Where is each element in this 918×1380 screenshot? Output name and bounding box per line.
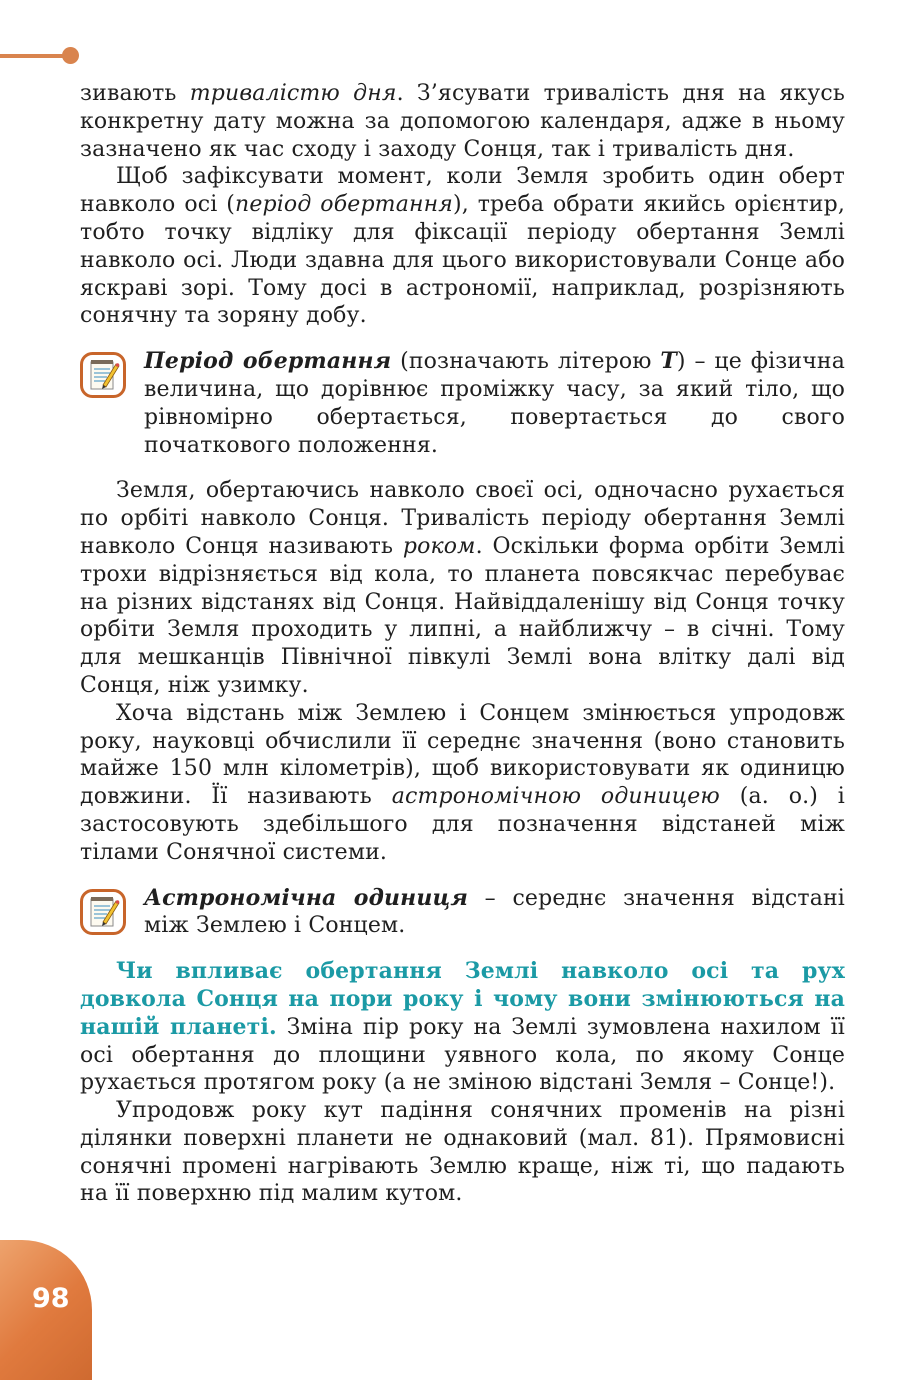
- page-content: [80, 80, 845, 1208]
- text: – середнє значення відстані між Землею і Сонцем.: [144, 885, 845, 939]
- paragraph-rotation-period: [80, 163, 845, 330]
- emphasis-day-length: тривалістю дня: [189, 81, 397, 106]
- paragraph-sun-angle: [80, 1097, 845, 1208]
- term-astronomical-unit: Астрономічна одиниця: [144, 884, 468, 911]
- text: . З’ясувати тривалість дня на якусь конкретну дату можна за допомогою календаря, адже в ньому зазначено як час сходу і заходу Сонця, так і тривалість дня.: [80, 81, 845, 162]
- text: . Оскільки форма орбіти Землі трохи відрізняється від кола, то планета повсякчас перебуває на різних відстанях від Сонця. Найвіддаленішу від Сонця точку орбіти Земля проходить у липні, а найближчу – в січні. Тому для мешканців Північної півкулі Землі вона влітку далі від Сонця, ніж узимку.: [80, 533, 845, 698]
- emphasis-rotation-period: період обертання: [235, 192, 453, 218]
- definition-rotation-period: [80, 348, 845, 459]
- definition-text: [144, 885, 845, 941]
- emphasis-astronomical-unit: астрономічною одиницею: [391, 784, 720, 810]
- text: Щоб зафіксувати момент, коли Земля зробить один оберт навколо осі (: [80, 164, 845, 218]
- text: зивають: [80, 81, 190, 106]
- notepad-pencil-icon: [80, 352, 126, 398]
- text: ), треба обрати якийсь орієнтир, тобто точку відліку для фіксації періоду обертання Землі навколо осі. Люди здавна для цього використовували Сонце або яскраві зорі. Тому досі в астрономії, наприклад, розрізняють сонячну та зоряну добу.: [80, 192, 845, 329]
- text: Зміна пір року на Землі зумовлена нахилом її осі обертання до площини уявного кола, по якому Сонце рухається протягом року (а не зміною відстані Земля – Сонце!).: [80, 1014, 845, 1096]
- header-dot: [62, 47, 79, 64]
- page-number: 98: [32, 1283, 70, 1314]
- text: Земля, обертаючись навколо своєї осі, одночасно рухається по орбіті навколо Сонця. Тривалість періоду обертання Землі навколо Сонця називають: [80, 478, 845, 559]
- text: Упродовж року кут падіння сонячних променів на різні ділянки поверхні планети не однаковий (мал. 81). Прямовисні сонячні промені нагрівають Землю краще, ніж ті, що падають на її поверхню під малим кутом.: [80, 1098, 845, 1207]
- term-rotation-period: Період обертання: [144, 348, 392, 375]
- text: (позначають літерою: [391, 349, 661, 375]
- paragraph-seasons: [80, 958, 845, 1097]
- header-rule: [0, 54, 68, 58]
- text: Хоча відстань між Землею і Сонцем змінюється упродовж року, науковці обчислили її середнє значення (воно становить майже 150 млн кілометрів), щоб використовувати як одиницю довжини. Її називають: [80, 700, 845, 810]
- text: (а. о.) і застосовують здебільшого для позначення відстаней між тілами Сонячної системи.: [80, 784, 845, 865]
- paragraph-astronomical-unit: [80, 700, 845, 867]
- paragraph-day-length: [80, 80, 845, 163]
- text: ) – це фізична величина, що дорівнює проміжку часу, за який тіло, що рівномірно обертається, повертається до свого початкового положення.: [144, 349, 846, 458]
- definition-text: [144, 348, 845, 459]
- definition-astronomical-unit: [80, 885, 845, 941]
- notepad-pencil-icon: [80, 889, 126, 935]
- paragraph-orbit: [80, 477, 845, 699]
- section-question: Чи впливає обертання Землі навколо осі та рух довкола Сонця на пори року і чому вони змінюються на нашій планеті.: [80, 958, 845, 1040]
- emphasis-year: роком: [402, 533, 476, 559]
- symbol-t: T: [660, 348, 677, 375]
